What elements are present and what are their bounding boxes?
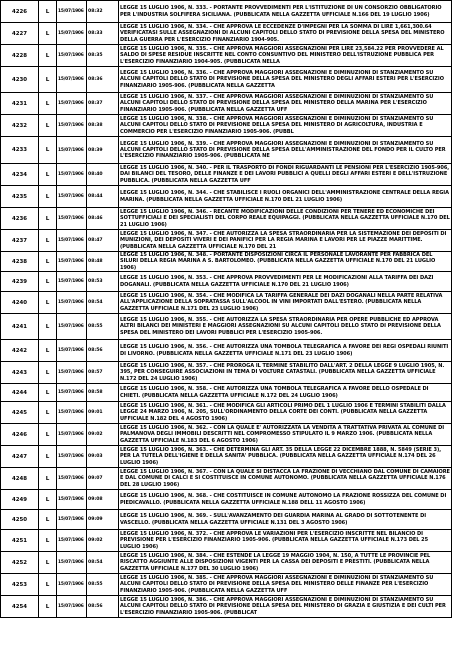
table-row	[1, 292, 452, 314]
record-description	[119, 230, 452, 252]
record-type: L	[39, 490, 57, 510]
record-date: 15/07/1906	[57, 530, 87, 552]
record-type: L	[39, 596, 57, 618]
record-date: 15/07/1906	[57, 93, 87, 115]
record-number: 4236	[1, 208, 39, 230]
record-time: 09:01	[87, 402, 119, 424]
record-number: 4248	[1, 468, 39, 490]
record-description-text: LEGGE 15 LUGLIO 1906, N. 369. - SULL'AVANZAMENTO DEI GUARDIA MARINA AL GRADO DI SOTTOTENENTE DI VASCELLO. (PUBBLICATA NELLA GAZZETTA UFFICIALE N.131 DEL 3 AGOSTO 1906)	[120, 513, 427, 526]
record-description	[119, 137, 452, 164]
record-description-text: LEGGE 15 LUGLIO 1906, N. 346. - RECANTE MODIFICAZIONI DELLE CONDIZIONI PER TENERE ED ECONOMICHE DEI SOTTUFFICIALI E DEI SPECIALISTI DEL CORPO REALE EQUIPAGGI. (PUBBLICATA NELLA GAZZETTA UFFICIALE N.170 DEL 21 LUGLIO 1906)	[120, 209, 450, 228]
record-date: 15/07/1906	[57, 208, 87, 230]
record-time: 08:56	[87, 340, 119, 362]
record-number: 4251	[1, 530, 39, 552]
record-number: 4243	[1, 362, 39, 384]
record-type: L	[39, 67, 57, 93]
table-row	[1, 186, 452, 208]
record-description-text: LEGGE 15 LUGLIO 1906, N. 354. - CHE MODIFICA LA TARIFFA GENERALE DEI DAZI DOGANALI NELLA PARTE RELATIVA ALL'APPLICAZIONE DELLA SOPRATASSA SULL'ALCOOL IN VINI IMPORTATI DALL'ESTERO. (PUBBLICATA NELLA GAZZETTA UFFICIALE N.171 DEL 23 LUGLIO 1906)	[120, 293, 443, 312]
record-number: 4234	[1, 164, 39, 186]
record-date: 15/07/1906	[57, 574, 87, 596]
table-row	[1, 402, 452, 424]
record-type: L	[39, 164, 57, 186]
record-time: 09:09	[87, 510, 119, 530]
record-time: 08:56	[87, 596, 119, 618]
record-number: 4246	[1, 424, 39, 446]
table-row	[1, 424, 452, 446]
record-date: 15/07/1906	[57, 292, 87, 314]
table-row	[1, 164, 452, 186]
record-time: 08:35	[87, 45, 119, 67]
record-description-text: LEGGE 15 LUGLIO 1906, N. 362. - CON LA QUALE E' AUTORIZZATA LA VENDITA A TRATTATIVA PRIVATA AL COMUNE DI PALMANOVA DEGLI IMMOBILI DESCRITTI NEL COMPROMESSO STIPULATO IL 9 MARZO 1906. (PUBBLICATA NELLA GAZZETTA UFFICIALE N.183 DEL 6 AGOSTO 1906)	[120, 425, 445, 444]
record-description	[119, 23, 452, 45]
record-number: 4227	[1, 23, 39, 45]
record-type: L	[39, 384, 57, 402]
record-time: 09:07	[87, 468, 119, 490]
record-description-text: LEGGE 15 LUGLIO 1906, N. 384. - CHE ESTENDE LA LEGGE 19 MAGGIO 1904, N. 150, A TUTTE LE PROVINCIE PEL RISCATTO AGGIUNTE ALLE DISPOSIZIONI VIGENTI PER LA CASSA DEI DEPOSITI E PRESTITI. (PUBBLICATA NELLA GAZZETTA UFFICIALE N.177 DEL 30 LUGLIO 1906)	[120, 553, 431, 572]
record-type: L	[39, 208, 57, 230]
record-description-text: LEGGE 15 LUGLIO 1906, N. 348. - PORTANTE DISPOSIZIONI CIRCA IL PERSONALE LAVORANTE PER FABBRICA DEL SILURI DELLA REGIA MARINA A S. BARTOLOMEO. (PUBBLICATA NELLA GAZZETTA UFFICIALE N.170 DEL 21 LUGLIO 1906)	[120, 252, 436, 271]
record-date: 15/07/1906	[57, 446, 87, 468]
record-type: L	[39, 115, 57, 137]
record-description	[119, 596, 452, 618]
record-type: L	[39, 292, 57, 314]
record-date: 15/07/1906	[57, 490, 87, 510]
record-date: 15/07/1906	[57, 340, 87, 362]
record-date: 15/07/1906	[57, 314, 87, 340]
record-description-text: LEGGE 15 LUGLIO 1906, N. 356. - CHE AUTORIZZA UNA TOMBOLA TELEGRAFICA A FAVORE DEI REGI OSPEDALI RIUNITI DI LIVORNO. (PUBBLICATA NELLA GAZZETTA UFFICIALE N.171 DEL 23 LUGLIO 1906)	[120, 344, 449, 357]
record-number: 4252	[1, 552, 39, 574]
record-description	[119, 292, 452, 314]
record-number: 4241	[1, 314, 39, 340]
record-date: 15/07/1906	[57, 164, 87, 186]
record-description-text: LEGGE 15 LUGLIO 1906, N. 334. - CHE APPROVA LE ECCEDENZE D'IMPEGNI PER LA SOMMA DI LIRE 1,661,300.64 VERIFICATASI SULLE ASSEGNAZIONI DI ALCUNI CAPITOLI DELLO STATO DI PREVISIONE DELLA SPESA DEL MINISTERO DELLA GUERRA PER L'ESERCIZIO FINANZIARIO 1904-905.	[120, 24, 445, 43]
record-description-text: LEGGE 15 LUGLIO 1906, N. 335. - CHE APPROVA MAGGIORI ASSEGNAZIONI PER LIRE 23,584.22 PER PROVVEDERE AL SALDO DI SPESE RESIDUE INSCRITTE NEL CONTO CONSUNTIVO DEL MINISTERO DELL'ISTRUZIONE PUBBLICA PER L'ESERCIZIO FINANZIARIO 1904-905. (PUBBLICATA NELLA	[120, 46, 444, 65]
record-description	[119, 45, 452, 67]
table-row	[1, 93, 452, 115]
record-number: 4235	[1, 186, 39, 208]
record-description-text: LEGGE 15 LUGLIO 1906, N. 361. - CHE MODIFICA GLI ARTICOLI PRIMO DEL 1 LUGLIO 1906 E TERMINI STABILITI DALLA LEGGE 24 MARZO 1906, N. 205, SULL'ORDINAMENTO DELLA CORTE DEI CONTI. (PUBBLICATA NELLA GAZZETTA UFFICIALE N.182 DEL 4 AGOSTO 1906)	[120, 403, 446, 422]
record-description	[119, 208, 452, 230]
record-time: 08:48	[87, 252, 119, 272]
record-description-text: LEGGE 15 LUGLIO 1906, N. 355. - CHE AUTORIZZA LA SPESA STRAORDINARIA PER OPERE PUBBLICHE ED APPROVA ALTRI BILANCI DEI MINISTERI E MAGGIORI ASSEGNAZIONI SU ALCUNI CAPITOLI DELLO STATO DI PREVISIONE DELLA SPESA DEL MINISTERO DEI LAVORI PUBBLICI PER L'ESERCIZIO 1905-906.	[120, 317, 441, 336]
record-description	[119, 510, 452, 530]
record-type: L	[39, 23, 57, 45]
record-type: L	[39, 340, 57, 362]
record-description	[119, 186, 452, 208]
record-date: 15/07/1906	[57, 67, 87, 93]
record-description-text: LEGGE 15 LUGLIO 1906, N. 344. - CHE STABILISCE I RUOLI ORGANICI DELL'AMMINISTRAZIONE CENTRALE DELLA REGIA MARINA. (PUBBLICATA NELLA GAZZETTA UFFICIALE N.170 DEL 21 LUGLIO 1906)	[120, 190, 449, 203]
record-type: L	[39, 402, 57, 424]
record-number: 4250	[1, 510, 39, 530]
table-row	[1, 314, 452, 340]
record-type: L	[39, 468, 57, 490]
record-time: 08:54	[87, 292, 119, 314]
record-description	[119, 574, 452, 596]
record-time: 08:46	[87, 208, 119, 230]
record-type: L	[39, 552, 57, 574]
record-description	[119, 340, 452, 362]
record-description-text: LEGGE 15 LUGLIO 1906, N. 353. - CHE APPROVA PROVVEDIMENTI PER LE MODIFICAZIONI ALLA TARIFFA DEI DAZI DOGANALI. (PUBBLICATA NELLA GAZZETTA UFFICIALE N.170 DEL 21 LUGLIO 1906)	[120, 275, 434, 288]
record-description-text: LEGGE 15 LUGLIO 1906, N. 358. - CHE AUTORIZZA UNA TOMBOLA TELEGRAFICA A FAVORE DELLO OSPEDALE DI CHIETI. (PUBBLICATA NELLA GAZZETTA UFFICIALE N.172 DEL 24 LUGLIO 1906)	[120, 386, 429, 399]
record-description	[119, 272, 452, 292]
record-description	[119, 402, 452, 424]
record-description	[119, 490, 452, 510]
record-date: 15/07/1906	[57, 510, 87, 530]
record-number: 4249	[1, 490, 39, 510]
record-time: 09:03	[87, 446, 119, 468]
record-number: 4245	[1, 402, 39, 424]
record-time: 08:55	[87, 314, 119, 340]
record-time: 08:37	[87, 93, 119, 115]
record-number: 4228	[1, 45, 39, 67]
record-description-text: LEGGE 15 LUGLIO 1906, N. 386. - CHE APPROVA MAGGIORI ASSEGNAZIONI E DIMINUZIONI DI STANZIAMENTO SU ALCUNI CAPITOLI DELLO STATO DI PREVISIONE DELLA SPESA DEL MINISTERO DI GRAZIA E GIUSTIZIA E DEI CULTI PER L'ESERCIZIO FINANZIARIO 1905-906. (PUBBLICAT	[120, 597, 446, 616]
table-row	[1, 208, 452, 230]
record-description-text: LEGGE 15 LUGLIO 1906, N. 372. - CHE APPROVA LE VARIAZIONI PER L'ESERCIZIO INSCRITTE NEL BILANCIO DI PREVISIONE PER L'ESERCIZIO FINANZIARIO 1905-906. (PUBBLICATA NELLA GAZZETTA UFFICIALE N.173 DEL 25 LUGLIO 1906)	[120, 531, 429, 550]
record-time: 08:47	[87, 230, 119, 252]
record-time: 08:53	[87, 272, 119, 292]
record-date: 15/07/1906	[57, 362, 87, 384]
record-number: 4254	[1, 596, 39, 618]
record-type: L	[39, 530, 57, 552]
record-description-text: LEGGE 15 LUGLIO 1906, N. 339. - CHE APPROVA MAGGIORI ASSEGNAZIONI E DIMINUZIONI DI STANZIAMENTO SU ALCUNI CAPITOLI DELLO STATO DI PREVISIONE DELLA SPESA DELL'AMMINISTRAZIONE DEL FONDO PER IL CULTO PER L'ESERCIZIO FINANZIARIO 1905-906. (PUBBLICATA NE	[120, 140, 446, 160]
record-description-text: LEGGE 15 LUGLIO 1906, N. 367. - CON LA QUALE SI DISTACCA LA FRAZIONE DI VECCHIANO DAL COMUNE DI CAMAIORE E DAL COMUNE DI CALCI E SI COSTITUISCE IN COMUNE AUTONOMO. (PUBBLICATA NELLA GAZZETTA UFFICIALE N.176 DEL 28 LUGLIO 1906)	[120, 469, 450, 488]
table-row	[1, 272, 452, 292]
record-time: 08:39	[87, 137, 119, 164]
record-number: 4239	[1, 272, 39, 292]
record-time: 09:08	[87, 490, 119, 510]
record-description	[119, 164, 452, 186]
table-row	[1, 490, 452, 510]
record-number: 4232	[1, 115, 39, 137]
record-description	[119, 384, 452, 402]
record-date: 15/07/1906	[57, 424, 87, 446]
record-date: 15/07/1906	[57, 137, 87, 164]
record-time: 08:36	[87, 67, 119, 93]
record-time: 08:55	[87, 574, 119, 596]
table-row	[1, 67, 452, 93]
record-date: 15/07/1906	[57, 45, 87, 67]
record-type: L	[39, 252, 57, 272]
record-description-text: LEGGE 15 LUGLIO 1906, N. 347. - CHE AUTORIZZA LA SPESA STRAORDINARIA PER LA SISTEMAZIONE DEI DEPOSITI DI MUNIZIONI, DEI DEPOSITI VIVERI E DEI PANIFICI PER LA REGIA MARINA E LAVORI PER LE PIAZZE MARITTIME. (PUBBLICATA NELLA GAZZETTA UFFICIALE N.170 DEL 21	[120, 231, 447, 250]
table-row	[1, 510, 452, 530]
record-date: 15/07/1906	[57, 230, 87, 252]
record-number: 4253	[1, 574, 39, 596]
table-row	[1, 230, 452, 252]
record-description	[119, 468, 452, 490]
record-date: 15/07/1906	[57, 272, 87, 292]
record-date: 15/07/1906	[57, 384, 87, 402]
record-type: L	[39, 314, 57, 340]
record-type: L	[39, 230, 57, 252]
record-description	[119, 446, 452, 468]
record-number: 4238	[1, 252, 39, 272]
record-number: 4244	[1, 384, 39, 402]
record-number: 4231	[1, 93, 39, 115]
record-description-text: LEGGE 15 LUGLIO 1906, N. 385. - CHE APPROVA MAGGIORI ASSEGNAZIONI E DIMINUZIONI DI STANZIAMENTO SU ALCUNI CAPITOLI DELLO STATO DI PREVISIONE DELLA SPESA DEL MINISTERO DELLE FINANZE PER L'ESERCIZIO FINANZIARIO 1905-906. (PUBBLICATA NELLA GAZZETTA UFF	[120, 575, 434, 594]
record-time: 09:02	[87, 424, 119, 446]
table-row	[1, 596, 452, 618]
table-row	[1, 115, 452, 137]
record-type: L	[39, 137, 57, 164]
record-time: 08:40	[87, 164, 119, 186]
table-row	[1, 384, 452, 402]
record-number: 4242	[1, 340, 39, 362]
record-description-text: LEGGE 15 LUGLIO 1906, N. 363. - CHE DETERMINA GLI ART. 35 DELLA LEGGE 22 DICEMBRE 1888, N. 5849 (SERIE 3), PER LA TUTELA DELL'IGIENE E DELLA SANITA' PUBBLICA. (PUBBLICATA NELLA GAZZETTA UFFICIALE N.174 DEL 26 LUGLIO 1906)	[120, 447, 442, 466]
record-type: L	[39, 93, 57, 115]
record-time: 08:57	[87, 362, 119, 384]
record-time: 08:33	[87, 23, 119, 45]
record-number: 4233	[1, 137, 39, 164]
table-row	[1, 252, 452, 272]
record-date: 15/07/1906	[57, 23, 87, 45]
record-type: L	[39, 510, 57, 530]
record-description	[119, 314, 452, 340]
table-row	[1, 446, 452, 468]
record-type: L	[39, 1, 57, 23]
record-type: L	[39, 574, 57, 596]
record-description-text: LEGGE 15 LUGLIO 1906, N. 337. - CHE APPROVA MAGGIORI ASSEGNAZIONI E DIMINUZIONI DI STANZIAMENTO SU ALCUNI CAPITOLI DELLO STATO DI PREVISIONE DELLA SPESA DEL MINISTERO DELLA MARINA PER L'ESERCIZIO FINANZIARIO 1905-906. (PUBBLICATA NELLA GAZZETTA UFF	[120, 94, 434, 113]
record-description	[119, 115, 452, 137]
record-description-text: LEGGE 15 LUGLIO 1906, N. 340. - PER IL TRASPORTO DI FONDI RIGUARDANTI LE PENSIONI PER L'ESERCIZIO 1905-906, DAI BILANCI DEL TESORO, DELLE FINANZE E DEI LAVORI PUBBLICI A QUELLI DEGLI AFFARI ESTERI E DELL'ISTRUZIONE PUBBLICA. (PUBBLICATA NELLA GAZZETTA UFF	[120, 165, 450, 184]
record-description-text: LEGGE 15 LUGLIO 1906, N. 357. - CHE PROROGA IL TERMINE STABILITO DALL'ART. 2 DELLA LEGGE 9 LUGLIO 1905, N. 395, PER CONSEGUIRE ASSOCIAZIONI IN TEMA DI VOLTURE CATASTALI. (PUBBLICATA NELLA GAZZETTA UFFICIALE N.172 DEL 24 LUGLIO 1906)	[120, 363, 445, 382]
table-row	[1, 340, 452, 362]
table-row	[1, 574, 452, 596]
record-time: 08:58	[87, 384, 119, 402]
record-type: L	[39, 186, 57, 208]
record-type: L	[39, 362, 57, 384]
record-description	[119, 93, 452, 115]
record-time: 08:38	[87, 115, 119, 137]
record-number: 4237	[1, 230, 39, 252]
record-time: 09:02	[87, 530, 119, 552]
record-number: 4240	[1, 292, 39, 314]
register-body	[1, 1, 452, 618]
record-number: 4247	[1, 446, 39, 468]
record-time: 08:44	[87, 186, 119, 208]
record-date: 15/07/1906	[57, 252, 87, 272]
record-date: 15/07/1906	[57, 1, 87, 23]
record-description	[119, 424, 452, 446]
record-description-text: LEGGE 15 LUGLIO 1906, N. 336. - CHE APPROVA MAGGIORI ASSEGNAZIONI E DIMINUZIONI DI STANZIAMENTO SU ALCUNI CAPITOLI DELLO STATO DI PREVISIONE DELLA SPESA DEL MINISTERO DEGLI AFFARI ESTERI PER L'ESERCIZIO FINANZIARIO 1905-906. (PUBBLICATA NELLA GAZZETTA	[120, 70, 444, 89]
record-description	[119, 252, 452, 272]
table-row	[1, 468, 452, 490]
record-time: 08:54	[87, 552, 119, 574]
record-number: 4226	[1, 1, 39, 23]
record-date: 15/07/1906	[57, 115, 87, 137]
record-description-text: LEGGE 15 LUGLIO 1906, N. 368. - CHE COSTITUISCE IN COMUNE AUTONOMO LA FRAZIONE ROSSIZZA DEL COMUNE DI PIEDICAVALLO. (PUBBLICATA NELLA GAZZETTA UFFICIALE N.188 DELL 11 AGOSTO 1906)	[120, 493, 447, 506]
table-row	[1, 362, 452, 384]
record-description	[119, 1, 452, 23]
record-date: 15/07/1906	[57, 402, 87, 424]
record-description	[119, 362, 452, 384]
record-number: 4230	[1, 67, 39, 93]
table-row	[1, 530, 452, 552]
record-description-text: LEGGE 15 LUGLIO 1906, N. 338. - CHE APPROVA MAGGIORI ASSEGNAZIONI E DIMINUZIONI DI STANZIAMENTO SU ALCUNI CAPITOLI DELLO STATO DI PREVISIONE DELLA SPESA DEL MINISTERO DI AGRICOLTURA, INDUSTRIA E COMMERCIO PER L'ESERCIZIO FINANZIARIO 1905-906. (PUBBL	[120, 116, 434, 135]
table-row	[1, 137, 452, 164]
record-description	[119, 67, 452, 93]
table-row	[1, 45, 452, 67]
record-description-text: LEGGE 15 LUGLIO 1906, N. 333. - PORTANTE PROVVEDIMENTI PER L'ISTITUZIONE DI UN CONSORZIO OBBLIGATORIO PER L'INDUSTRIA SOLFIFERA SICILIANA. (PUBBLICATA NELLA GAZZETTA UFFICIALE N.166 DEL 19 LUGLIO 1906)	[120, 5, 442, 18]
table-row	[1, 552, 452, 574]
record-time: 08:32	[87, 1, 119, 23]
record-date: 15/07/1906	[57, 596, 87, 618]
record-description	[119, 530, 452, 552]
record-date: 15/07/1906	[57, 468, 87, 490]
record-date: 15/07/1906	[57, 552, 87, 574]
record-description	[119, 552, 452, 574]
record-type: L	[39, 45, 57, 67]
record-type: L	[39, 446, 57, 468]
record-date: 15/07/1906	[57, 186, 87, 208]
table-row	[1, 1, 452, 23]
table-row	[1, 23, 452, 45]
record-type: L	[39, 424, 57, 446]
record-type: L	[39, 272, 57, 292]
